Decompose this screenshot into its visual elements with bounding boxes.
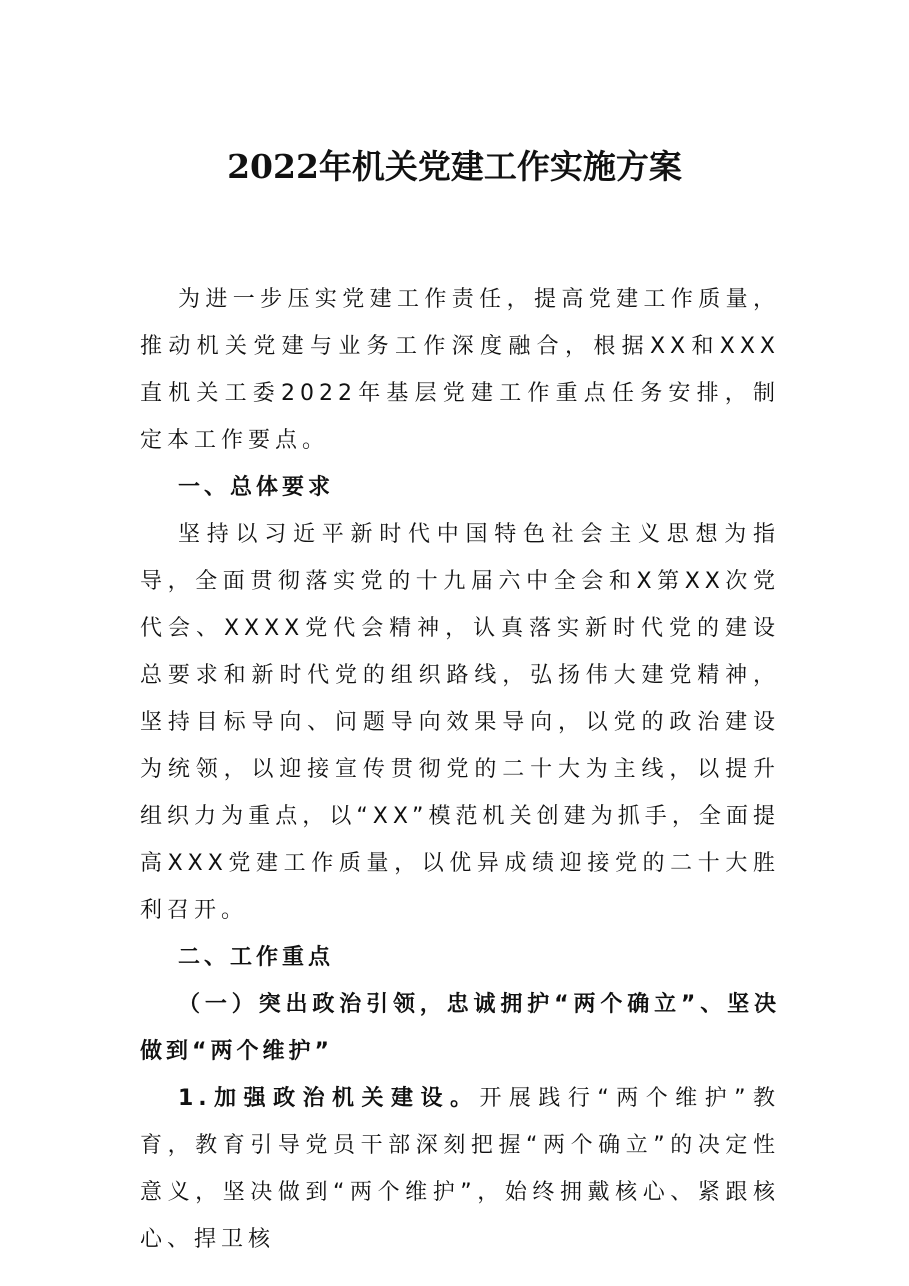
item-body-text: 开展践行“两个维护”教育，教育引导党员干部深刻把握“两个确立”的决定性意义，坚决做到“两个维护”，始终拥戴核心、紧跟核心、捍卫核	[140, 1086, 780, 1252]
document-title: 2022年机关党建工作实施方案	[227, 147, 682, 186]
overall-requirements-paragraph: 坚持以习近平新时代中国特色社会主义思想为指导，全面贯彻落实党的十九届六中全会和X第XX次党代会、XXXX党代会精神，认真落实新时代党的建设总要求和新时代党的组织路线，弘扬伟大建党精神，坚持目标导向、问题导向效果导向，以党的政治建设为统领，以迎接宣传贯彻党的二十大为主线，以提升组织力为重点，以“XX”模范机关创建为抓手，全面提高XXX党建工作质量，以优异成绩迎接党的二十大胜利召开。	[140, 522, 780, 923]
section-heading-overall-requirements: 一、总体要求	[178, 475, 335, 500]
subsection-heading-political-leadership: （一）突出政治引领，忠诚拥护“两个确立”、坚决做到“两个维护”	[140, 992, 780, 1064]
item-political-organ-building	[140, 1075, 780, 1263]
intro-paragraph: 为进一步压实党建工作责任，提高党建工作质量，推动机关党建与业务工作深度融合，根据XX和XXX直机关工委2022年基层党建工作重点任务安排，制定本工作要点。	[140, 287, 780, 453]
item-lead-text: 1.加强政治机关建设。	[178, 1086, 480, 1111]
document-body	[140, 276, 780, 1263]
section-heading-work-focus: 二、工作重点	[178, 945, 335, 970]
